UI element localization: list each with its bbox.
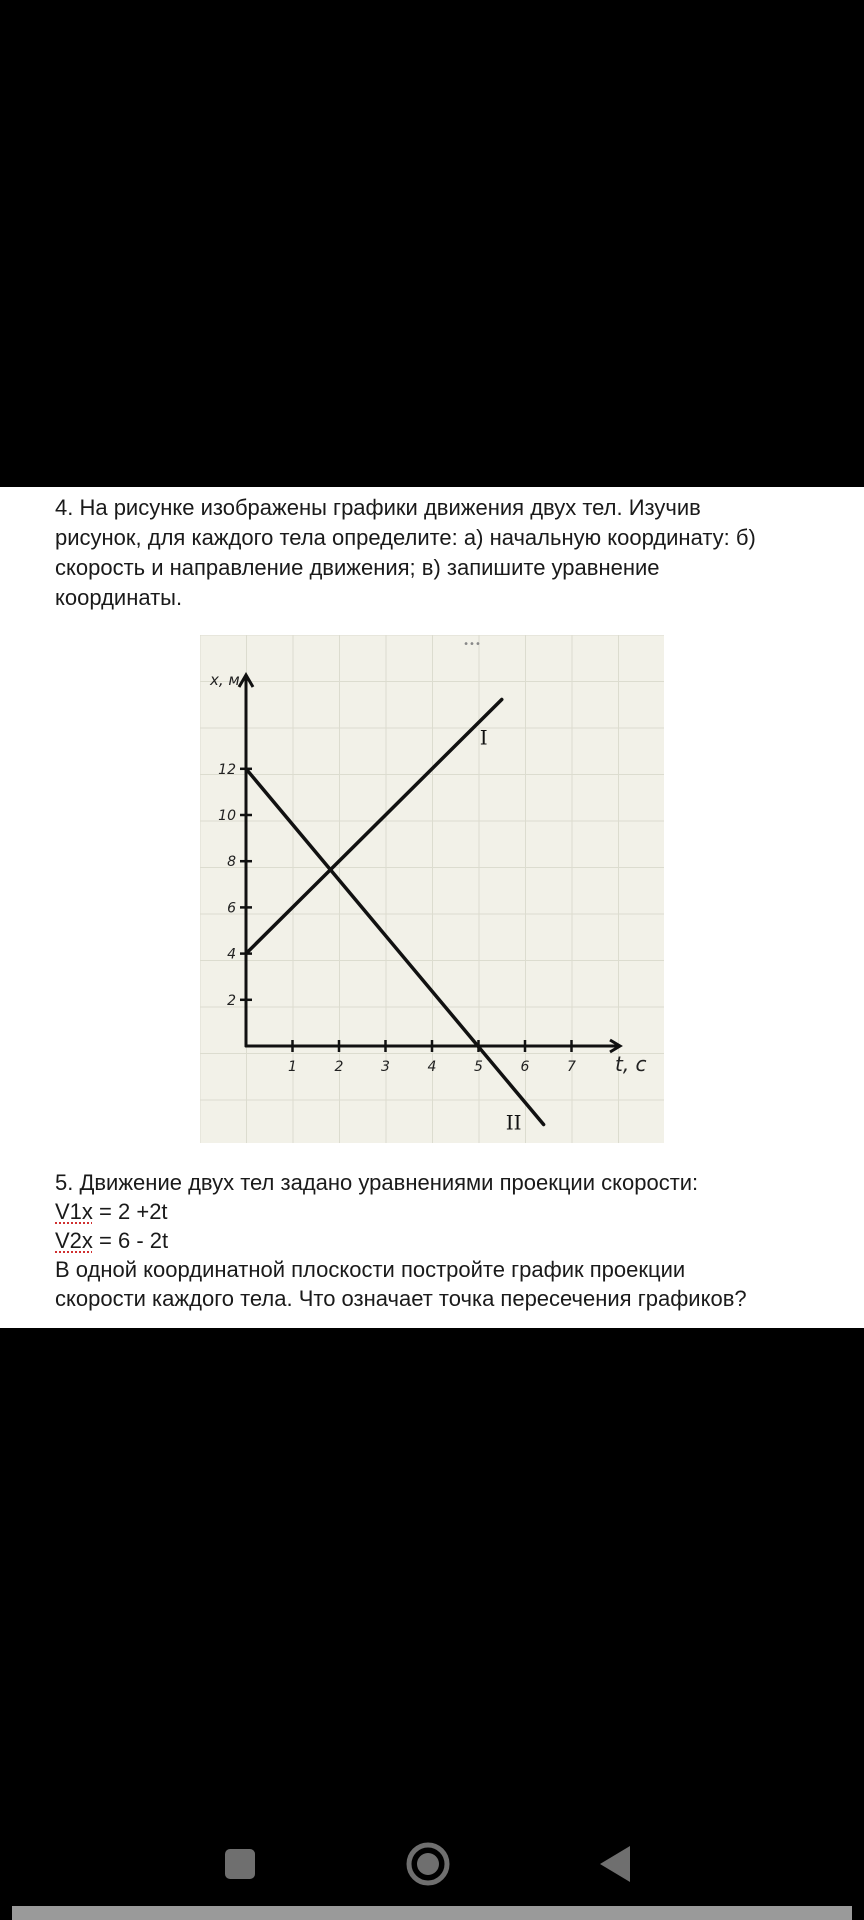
home-button[interactable] bbox=[386, 1822, 470, 1906]
y-tick-label: 4 bbox=[227, 946, 236, 963]
x-tick-label: 3 bbox=[381, 1059, 390, 1075]
task-4-line-3: скорость и направление движения; в) запишите уравнение bbox=[55, 555, 660, 580]
task-5-text bbox=[55, 1168, 845, 1313]
task-5-line-1: 5. Движение двух тел задано уравнениями проекции скорости: bbox=[55, 1170, 699, 1195]
top-black-area bbox=[0, 0, 864, 487]
recent-apps-button[interactable] bbox=[198, 1822, 282, 1906]
y-tick-label: 2 bbox=[227, 992, 236, 1009]
task-4-line-1: 4. На рисунке изображены графики движения двух тел. Изучив bbox=[55, 495, 701, 520]
task-5-line-4: В одной координатной плоскости постройте график проекции bbox=[55, 1257, 686, 1282]
y-tick-label: 10 bbox=[218, 808, 236, 824]
y-tick-label: 12 bbox=[218, 761, 236, 778]
y-tick-label: 6 bbox=[227, 900, 236, 917]
system-navigation-bar bbox=[0, 1822, 864, 1906]
circle-home-icon bbox=[386, 1822, 470, 1906]
x-tick-label: 4 bbox=[427, 1059, 437, 1075]
triangle-back-icon bbox=[572, 1822, 656, 1906]
task-5-equation-2 bbox=[55, 1226, 845, 1255]
equation-1-name: V1x bbox=[55, 1199, 93, 1224]
series-line-1 bbox=[246, 700, 502, 954]
motion-graph-figure bbox=[200, 635, 664, 1143]
task-4-text bbox=[55, 493, 825, 613]
y-tick-label: 8 bbox=[227, 854, 236, 871]
menu-dots: ••• bbox=[463, 639, 481, 650]
task-5-line-5: скорости каждого тела. Что означает точка пересечения графиков? bbox=[55, 1286, 747, 1311]
task-5-equation-1 bbox=[55, 1197, 845, 1226]
series-label-1: I bbox=[479, 725, 488, 750]
document-page bbox=[0, 487, 864, 1328]
x-tick-label: 6 bbox=[520, 1059, 530, 1075]
equation-2-body: = 6 - 2t bbox=[92, 1228, 169, 1253]
x-tick-label: 7 bbox=[567, 1059, 576, 1075]
x-tick-label: 1 bbox=[288, 1059, 297, 1075]
equation-2-name: V2x bbox=[55, 1228, 93, 1253]
square-icon bbox=[198, 1822, 282, 1906]
task-4-line-4: координаты. bbox=[55, 585, 183, 610]
x-tick-label: 5 bbox=[474, 1059, 483, 1075]
x-axis-label: t, c bbox=[615, 1052, 647, 1076]
gesture-bar bbox=[12, 1906, 852, 1920]
equation-1-body: = 2 +2t bbox=[92, 1199, 168, 1224]
series-label-2: II bbox=[505, 1110, 522, 1135]
motion-graph bbox=[200, 635, 664, 1143]
x-tick-label: 2 bbox=[334, 1059, 344, 1075]
task-4-line-2: рисунок, для каждого тела определите: а) начальную координату: б) bbox=[55, 525, 756, 550]
y-axis-label: x, м bbox=[210, 671, 240, 689]
back-button[interactable] bbox=[572, 1822, 656, 1906]
